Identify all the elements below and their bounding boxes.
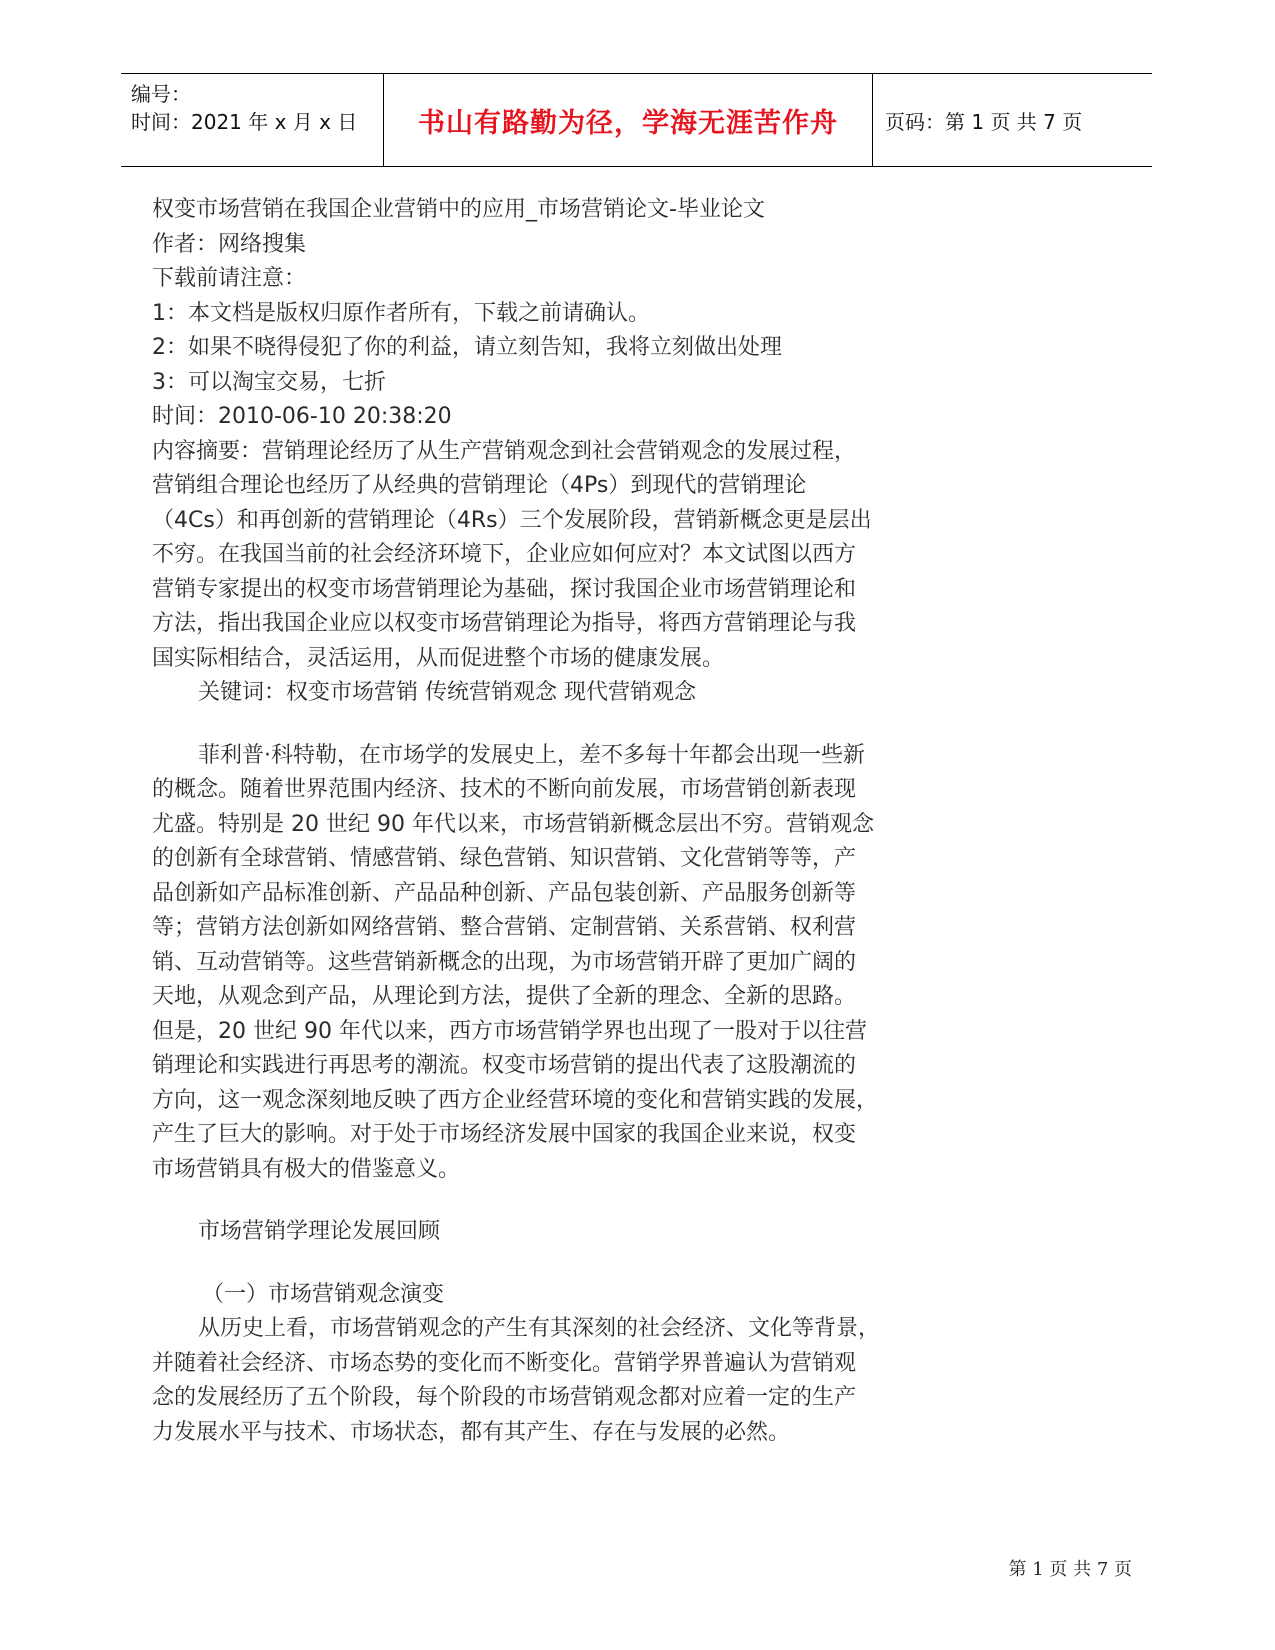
intro-line: 销理论和实践进行再思考的潮流。权变市场营销的提出代表了这股潮流的 xyxy=(152,1053,857,1078)
notice-item-3: 3：可以淘宝交易，七折 xyxy=(152,369,386,395)
keywords-line: 关键词：权变市场营销 传统营销观念 现代营销观念 xyxy=(198,680,696,705)
intro-line: 销、互动营销等。这些营销新概念的出现，为市场营销开辟了更加广阔的 xyxy=(152,949,857,975)
history-line: 并随着社会经济、市场态势的变化而不断变化。营销学界普遍认为营销观 xyxy=(152,1350,857,1376)
intro-line: 市场营销具有极大的借鉴意义。 xyxy=(152,1156,461,1182)
abstract-line: 国实际相结合，灵活运用，从而促进整个市场的健康发展。 xyxy=(152,645,725,671)
intro-line: 天地，从观念到产品，从理论到方法，提供了全新的理念、全新的思路。 xyxy=(152,984,857,1009)
date-label: 时间：2021 年 x 月 x 日 xyxy=(131,110,358,134)
abstract-line: 营销专家提出的权变市场营销理论为基础，探讨我国企业市场营销理论和 xyxy=(152,576,857,602)
history-line: 从历史上看，市场营销观念的产生有其深刻的社会经济、文化等背景， xyxy=(198,1316,881,1341)
abstract-line: 不穷。在我国当前的社会经济环境下，企业应如何应对？本文试图以西方 xyxy=(152,542,857,567)
subsection-heading: （一）市场营销观念演变 xyxy=(202,1281,445,1307)
document-title: 权变市场营销在我国企业营销中的应用_市场营销论文-毕业论文 xyxy=(152,197,765,222)
intro-line: 方向，这一观念深刻地反映了西方企业经营环境的变化和营销实践的发展， xyxy=(152,1087,879,1113)
history-line: 念的发展经历了五个阶段，每个阶段的市场营销观念都对应着一定的生产 xyxy=(152,1385,857,1410)
history-paragraph xyxy=(152,1312,972,1450)
serial-number-label: 编号： xyxy=(131,82,191,106)
header-page-info: 页码：第 1 页 共 7 页 xyxy=(885,109,1083,134)
notice-heading: 下载前请注意： xyxy=(152,266,307,291)
abstract-line: 营销组合理论也经历了从经典的营销理论（4Ps）到现代的营销理论 xyxy=(152,473,807,498)
notice-item-2: 2：如果不晓得侵犯了你的利益，请立刻告知，我将立刻做出处理 xyxy=(152,335,782,360)
notice-item-1: 1：本文档是版权归原作者所有，下载之前请确认。 xyxy=(152,300,650,326)
header-motto: 书山有路勤为径，学海无涯苦作舟 xyxy=(384,74,873,166)
intro-line: 的创新有全球营销、情感营销、绿色营销、知识营销、文化营销等等，产 xyxy=(152,846,857,871)
author-line: 作者：网络搜集 xyxy=(152,231,307,257)
history-line: 力发展水平与技术、市场状态，都有其产生、存在与发展的必然。 xyxy=(152,1419,791,1445)
document-header-table xyxy=(121,73,1152,167)
section-heading: 市场营销学理论发展回顾 xyxy=(198,1219,441,1244)
header-meta-cell xyxy=(121,74,384,166)
intro-line: 但是，20 世纪 90 年代以来，西方市场营销学界也出现了一股对于以往营 xyxy=(152,1018,867,1044)
abstract-paragraph xyxy=(152,435,972,677)
page-footer: 第 1 页 共 7 页 xyxy=(1008,1559,1132,1580)
document-body xyxy=(152,193,972,1450)
intro-line: 菲利普·科特勒，在市场学的发展史上，差不多每十年都会出现一些新 xyxy=(198,742,865,768)
intro-line: 尤盛。特别是 20 世纪 90 年代以来，市场营销新概念层出不穷。营销观念 xyxy=(152,811,874,837)
intro-line: 的概念。随着世界范围内经济、技术的不断向前发展，市场营销创新表现 xyxy=(152,777,857,802)
abstract-line: 方法，指出我国企业应以权变市场营销理论为指导，将西方营销理论与我 xyxy=(152,611,857,636)
abstract-line: 内容摘要：营销理论经历了从生产营销观念到社会营销观念的发展过程， xyxy=(152,438,857,464)
intro-line: 品创新如产品标准创新、产品品种创新、产品包装创新、产品服务创新等 xyxy=(152,880,857,906)
intro-paragraph xyxy=(152,739,972,1188)
intro-line: 产生了巨大的影响。对于处于市场经济发展中国家的我国企业来说，权变 xyxy=(152,1122,857,1147)
intro-line: 等；营销方法创新如网络营销、整合营销、定制营销、关系营销、权利营 xyxy=(152,915,857,940)
timestamp-line: 时间：2010-06-10 20:38:20 xyxy=(152,404,452,429)
abstract-line: （4Cs）和再创新的营销理论（4Rs）三个发展阶段，营销新概念更是层出 xyxy=(152,507,872,533)
